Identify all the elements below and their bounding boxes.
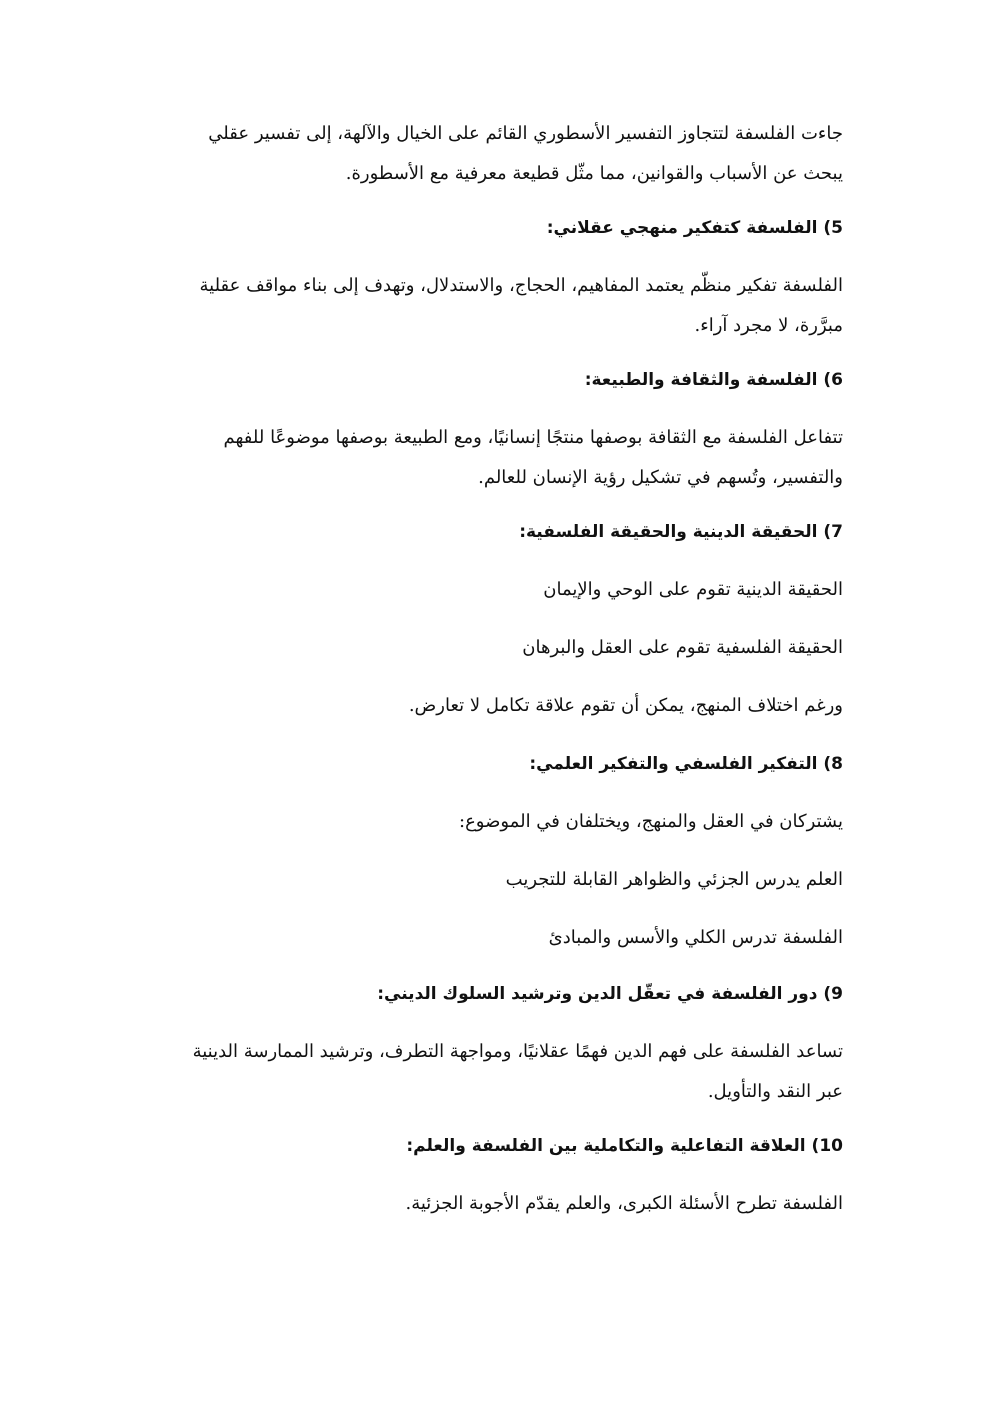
paragraph-methodical-thinking (168, 274, 843, 338)
section-heading-8: 8) التفكير الفلسفي والتفكير العلمي: (529, 754, 843, 774)
text-line: الفلسفة تفكير منظّم يعتمد المفاهيم، الحجاج، والاستدلال، وتهدف إلى بناء مواقف عقلية (199, 275, 843, 296)
text-line-philosophy-studies: الفلسفة تدرس الكلي والأسس والمبادئ (548, 927, 843, 948)
paragraph-philosophy-vs-myth (168, 122, 843, 186)
text-line: تتفاعل الفلسفة مع الثقافة بوصفها منتجًا إنسانيًا، ومع الطبيعة بوصفها موضوعًا للفهم (223, 427, 843, 448)
text-line-complementarity: ورغم اختلاف المنهج، يمكن أن تقوم علاقة تكامل لا تعارض. (408, 695, 843, 716)
text-line: تساعد الفلسفة على فهم الدين فهمًا عقلانيًا، ومواجهة التطرف، وترشيد الممارسة الدينية (192, 1041, 843, 1062)
text-line-philosophical-truth: الحقيقة الفلسفية تقوم على العقل والبرهان (522, 637, 843, 658)
text-line-science-studies: العلم يدرس الجزئي والظواهر القابلة للتجريب (505, 869, 843, 890)
text-line: عبر النقد والتأويل. (707, 1081, 843, 1102)
text-line-big-questions: الفلسفة تطرح الأسئلة الكبرى، والعلم يقدّم الأجوبة الجزئية. (405, 1193, 843, 1214)
section-heading-10: 10) العلاقة التفاعلية والتكاملية بين الفلسفة والعلم: (406, 1136, 843, 1156)
section-heading-9: 9) دور الفلسفة في تعقّل الدين وترشيد السلوك الديني: (377, 984, 843, 1004)
paragraph-culture-nature (168, 426, 843, 490)
paragraph-religion-role (168, 1040, 843, 1104)
text-line: يبحث عن الأسباب والقوانين، مما مثّل قطيعة معرفية مع الأسطورة. (345, 163, 843, 184)
text-line-shared-reason: يشتركان في العقل والمنهج، ويختلفان في الموضوع: (459, 811, 843, 832)
section-heading-7: 7) الحقيقة الدينية والحقيقة الفلسفية: (519, 522, 843, 542)
section-heading-5: 5) الفلسفة كتفكير منهجي عقلاني: (546, 218, 843, 238)
text-line: والتفسير، وتُسهم في تشكيل رؤية الإنسان للعالم. (478, 467, 843, 488)
text-line: جاءت الفلسفة لتتجاوز التفسير الأسطوري القائم على الخيال والآلهة، إلى تفسير عقلي (208, 123, 843, 144)
section-heading-6: 6) الفلسفة والثقافة والطبيعة: (584, 370, 843, 390)
text-line-religious-truth: الحقيقة الدينية تقوم على الوحي والإيمان (543, 579, 843, 600)
text-line: مبرَّرة، لا مجرد آراء. (694, 315, 843, 336)
